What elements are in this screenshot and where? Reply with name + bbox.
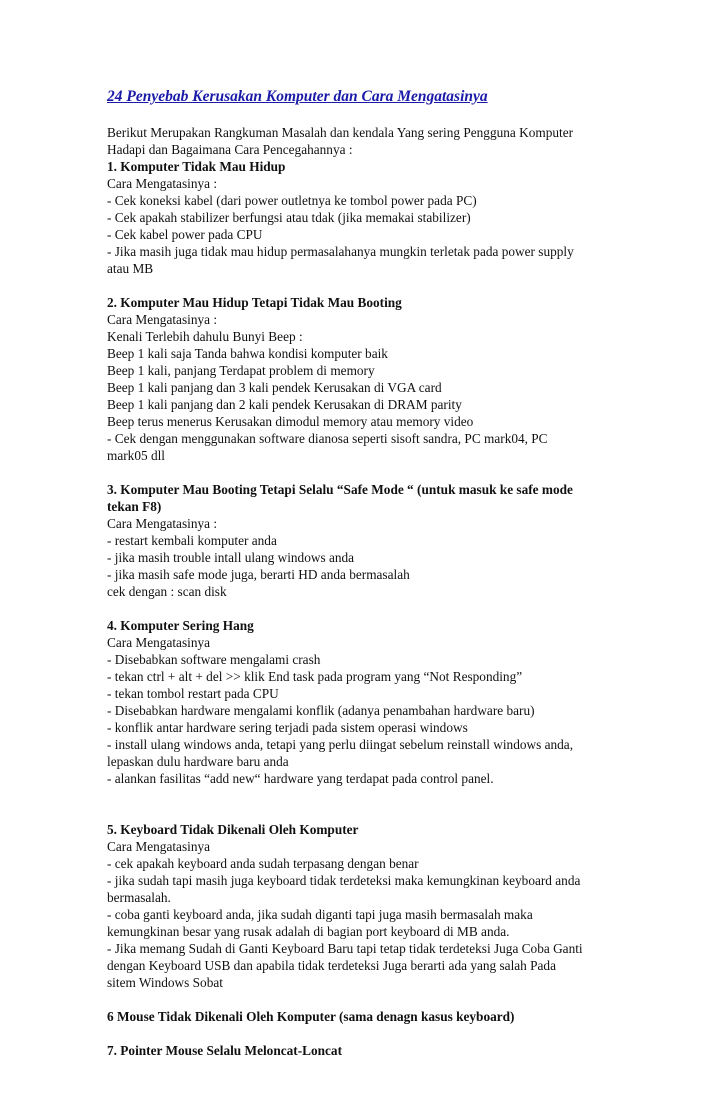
section-2-heading: 2. Komputer Mau Hidup Tetapi Tidak Mau Booting bbox=[107, 295, 402, 310]
paragraph-gap bbox=[107, 787, 627, 821]
section-1-line: - Cek kabel power pada CPU bbox=[107, 227, 263, 242]
section-2-line: Kenali Terlebih dahulu Bunyi Beep : bbox=[107, 329, 303, 344]
section-5-line: Cara Mengatasinya bbox=[107, 839, 211, 854]
section-6-heading: 6 Mouse Tidak Dikenali Oleh Komputer (sama denagn kasus keyboard) bbox=[107, 1009, 515, 1024]
section-1-line: - Jika masih juga tidak mau hidup permasalahanya mungkin terletak pada power supply bbox=[107, 244, 574, 259]
section-5-line: sitem Windows Sobat bbox=[107, 975, 223, 990]
paragraph-gap bbox=[107, 1025, 627, 1042]
section-3-heading: tekan F8) bbox=[107, 499, 162, 514]
section-3-heading: 3. Komputer Mau Booting Tetapi Selalu “Safe Mode “ (untuk masuk ke safe mode bbox=[107, 482, 573, 497]
section-2-line: Beep 1 kali panjang dan 2 kali pendek Kerusakan di DRAM parity bbox=[107, 397, 462, 412]
section-2-line: Beep terus menerus Kerusakan dimodul memory atau memory video bbox=[107, 414, 474, 429]
section-3-line: cek dengan : scan disk bbox=[107, 584, 227, 599]
document-body bbox=[107, 124, 627, 1059]
document-title: 24 Penyebab Kerusakan Komputer dan Cara Mengatasinya bbox=[107, 88, 488, 105]
section-2-line: Beep 1 kali, panjang Terdapat problem di memory bbox=[107, 363, 375, 378]
paragraph-gap bbox=[107, 277, 627, 294]
section-3-line: - restart kembali komputer anda bbox=[107, 533, 277, 548]
section-2-line: Beep 1 kali saja Tanda bahwa kondisi komputer baik bbox=[107, 346, 388, 361]
section-1-line: - Cek apakah stabilizer berfungsi atau tdak (jika memakai stabilizer) bbox=[107, 210, 471, 225]
section-3-line: Cara Mengatasinya : bbox=[107, 516, 218, 531]
section-4-line: - tekan ctrl + alt + del >> klik End task pada program yang “Not Responding” bbox=[107, 669, 523, 684]
section-5-line: - coba ganti keyboard anda, jika sudah diganti tapi juga masih bermasalah maka bbox=[107, 907, 533, 922]
section-4-line: - tekan tombol restart pada CPU bbox=[107, 686, 279, 701]
section-2-line: Cara Mengatasinya : bbox=[107, 312, 218, 327]
section-4-line: - Disebabkan software mengalami crash bbox=[107, 652, 321, 667]
intro-line: Berikut Merupakan Rangkuman Masalah dan kendala Yang sering Pengguna Komputer bbox=[107, 125, 574, 140]
section-1-line: - Cek koneksi kabel (dari power outletnya ke tombol power pada PC) bbox=[107, 193, 477, 208]
section-5-heading: 5. Keyboard Tidak Dikenali Oleh Komputer bbox=[107, 822, 359, 837]
section-2-line: - Cek dengan menggunakan software dianosa seperti sisoft sandra, PC mark04, PC bbox=[107, 431, 548, 446]
section-5-line: bermasalah. bbox=[107, 890, 171, 905]
paragraph-gap bbox=[107, 600, 627, 617]
section-5-line: dengan Keyboard USB dan apabila tidak terdeteksi Juga berarti ada yang salah Pada bbox=[107, 958, 556, 973]
section-4-line: Cara Mengatasinya bbox=[107, 635, 211, 650]
section-5-line: kemungkinan besar yang rusak adalah di bagian port keyboard di MB anda. bbox=[107, 924, 510, 939]
section-1-line: atau MB bbox=[107, 261, 154, 276]
section-3-line: - jika masih safe mode juga, berarti HD anda bermasalah bbox=[107, 567, 410, 582]
section-1-heading: 1. Komputer Tidak Mau Hidup bbox=[107, 159, 286, 174]
intro-line: Hadapi dan Bagaimana Cara Pencegahannya : bbox=[107, 142, 353, 157]
section-2-line: mark05 dll bbox=[107, 448, 165, 463]
section-4-line: lepaskan dulu hardware baru anda bbox=[107, 754, 289, 769]
section-5-line: - jika sudah tapi masih juga keyboard tidak terdeteksi maka kemungkinan keyboard anda bbox=[107, 873, 581, 888]
section-4-line: - konflik antar hardware sering terjadi pada sistem operasi windows bbox=[107, 720, 468, 735]
section-5-line: - Jika memang Sudah di Ganti Keyboard Baru tapi tetap tidak terdeteksi Juga Coba Ganti bbox=[107, 941, 583, 956]
section-3-line: - jika masih trouble intall ulang windows anda bbox=[107, 550, 355, 565]
section-4-line: - alankan fasilitas “add new“ hardware yang terdapat pada control panel. bbox=[107, 771, 494, 786]
paragraph-gap bbox=[107, 464, 627, 481]
section-5-line: - cek apakah keyboard anda sudah terpasang dengan benar bbox=[107, 856, 419, 871]
section-7-heading: 7. Pointer Mouse Selalu Meloncat-Loncat bbox=[107, 1043, 343, 1058]
section-2-line: Beep 1 kali panjang dan 3 kali pendek Kerusakan di VGA card bbox=[107, 380, 442, 395]
section-4-line: - Disebabkan hardware mengalami konflik (adanya penambahan hardware baru) bbox=[107, 703, 535, 718]
section-1-line: Cara Mengatasinya : bbox=[107, 176, 218, 191]
paragraph-gap bbox=[107, 991, 627, 1008]
section-4-line: - install ulang windows anda, tetapi yang perlu diingat sebelum reinstall windows anda, bbox=[107, 737, 574, 752]
section-4-heading: 4. Komputer Sering Hang bbox=[107, 618, 254, 633]
